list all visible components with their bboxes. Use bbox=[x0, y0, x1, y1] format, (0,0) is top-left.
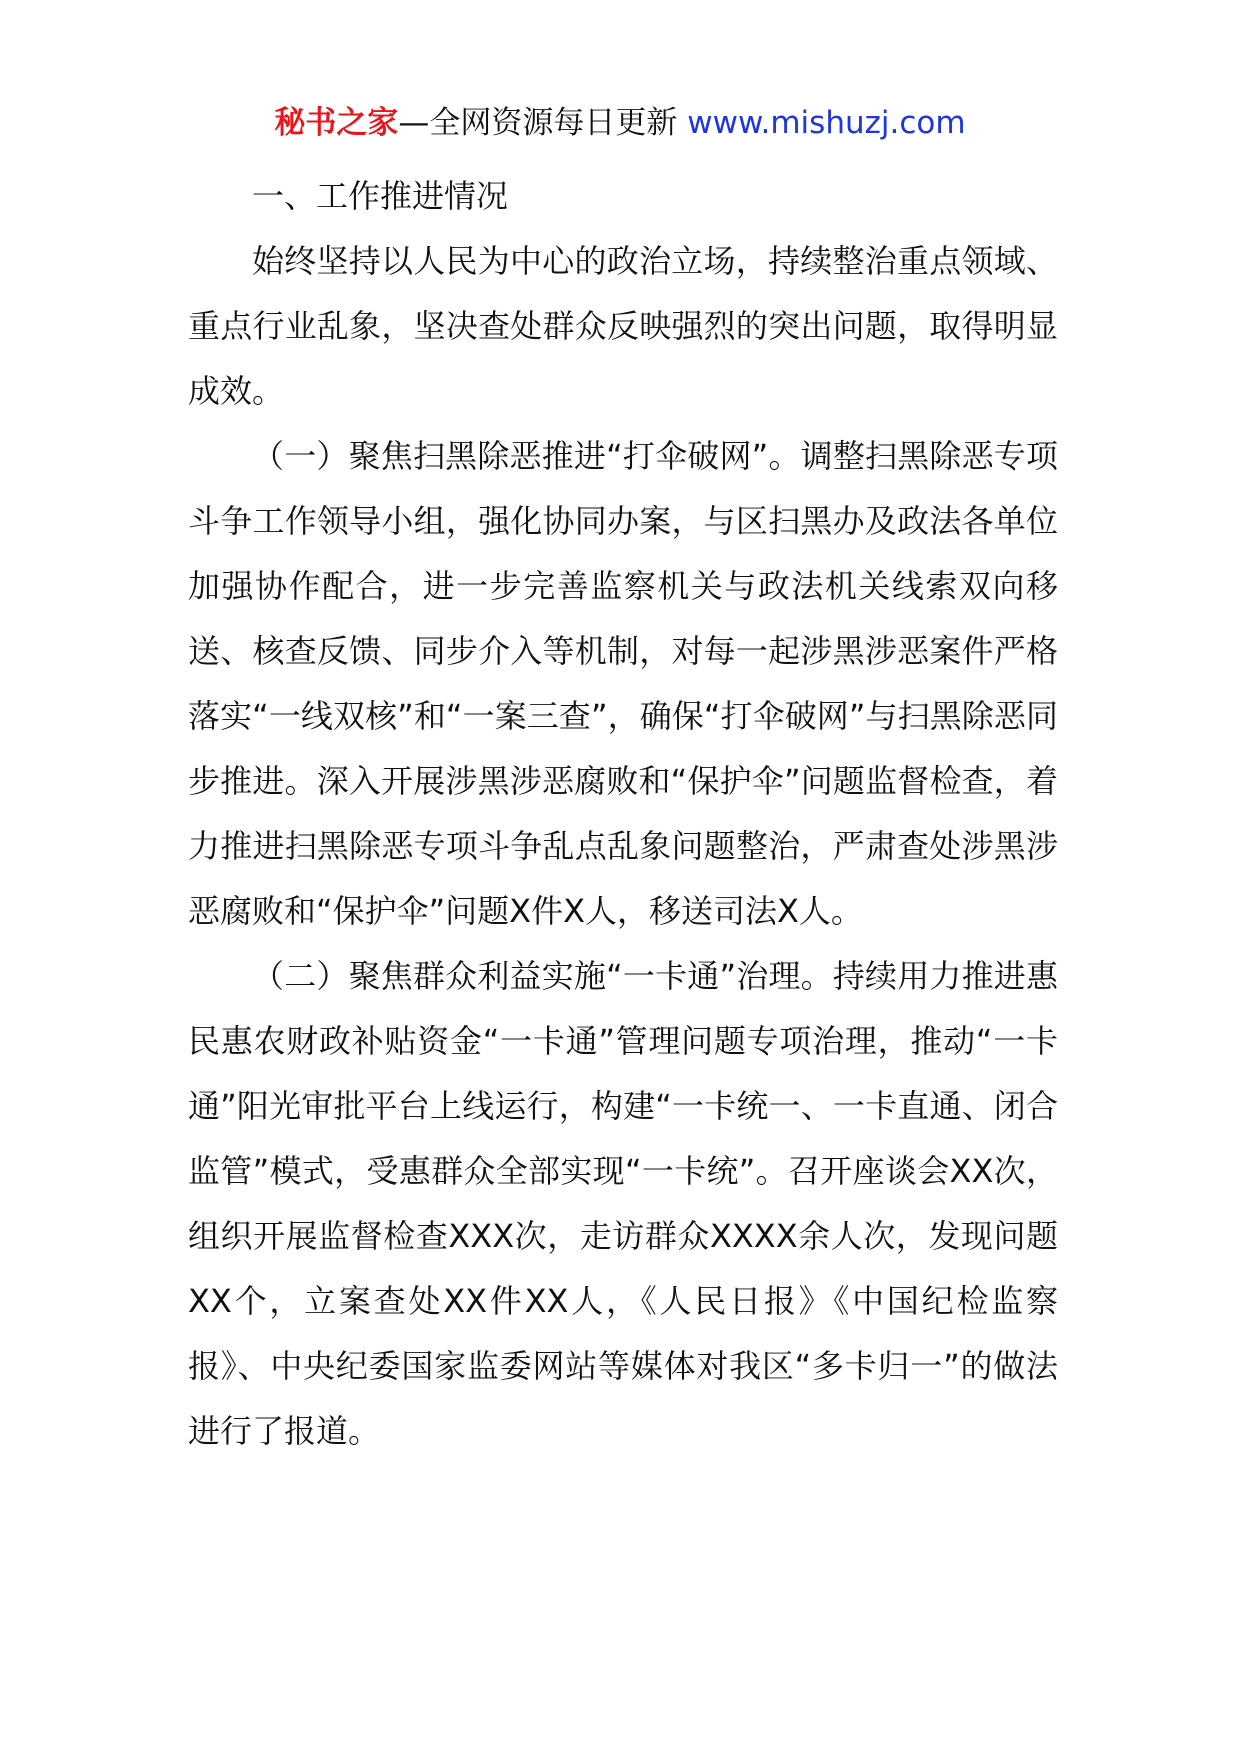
site-brand: 秘书之家 bbox=[274, 105, 399, 141]
page-header bbox=[0, 100, 1240, 146]
section-two-paragraph: （二）聚焦群众利益实施“一卡通”治理。持续用力推进惠民惠农财政补贴资金“一卡通”管理问题专项治理，推动“一卡通”阳光审批平台上线运行，构建“一卡统一、一卡直通、闭合监管”模式，受惠群众全部实现“一卡统”。召开座谈会XX次，组织开展监督检查XXX次，走访群众XXXX余人次，发现问题XX个，立案查处XX件XX人，《人民日报》《中国纪检监察报》、中央纪委国家监委网站等媒体对我区“多卡归一”的做法进行了报道。 bbox=[188, 957, 1058, 1450]
document-body bbox=[188, 164, 1058, 1464]
site-tagline: —全网资源每日更新 bbox=[398, 105, 688, 141]
section-one-paragraph: （一）聚焦扫黑除恶推进“打伞破网”。调整扫黑除恶专项斗争工作领导小组，强化协同办案，与区扫黑办及政法各单位加强协作配合，进一步完善监察机关与政法机关线索双向移送、核查反馈、同步介入等机制，对每一起涉黑涉恶案件严格落实“一线双核”和“一案三查”，确保“打伞破网”与扫黑除恶同步推进。深入开展涉黑涉恶腐败和“保护伞”问题监督检查，着力推进扫黑除恶专项斗争乱点乱象问题整治，严肃查处涉黑涉恶腐败和“保护伞”问题X件X人，移送司法X人。 bbox=[188, 437, 1058, 930]
intro-paragraph: 始终坚持以人民为中心的政治立场，持续整治重点领域、重点行业乱象，坚决查处群众反映强烈的突出问题，取得明显成效。 bbox=[188, 242, 1058, 410]
site-url-link[interactable]: www.mishuzj.com bbox=[687, 105, 966, 141]
section-heading: 一、工作推进情况 bbox=[252, 177, 509, 215]
